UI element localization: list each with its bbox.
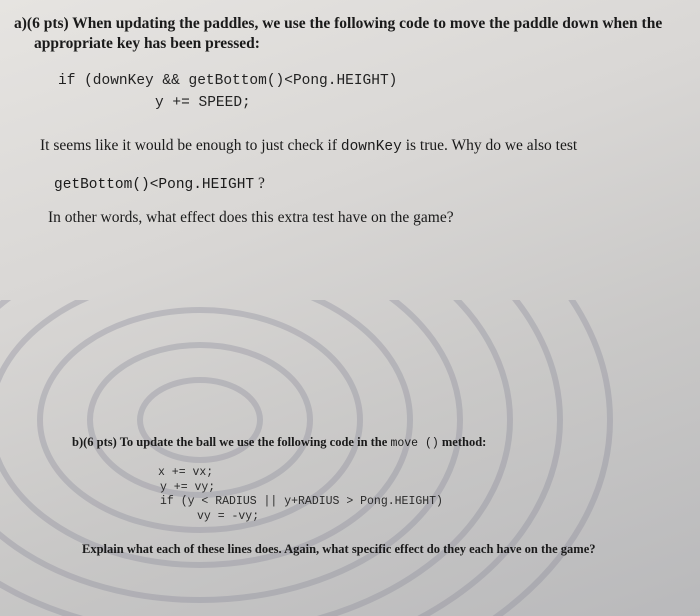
part-b-code-line2: y += vy; [160,481,216,494]
part-b-header-code: move () [390,437,439,450]
part-a-question-line2 [54,174,265,195]
part-b-header-pre: b)(6 pts) To update the ball we use the following code in the [72,435,388,449]
part-b-code-line1: x += vx; [158,466,214,479]
part-b-code-line3: if (y < RADIUS || y+RADIUS > Pong.HEIGHT) [160,495,443,508]
part-a-header: a)(6 pts) When updating the paddles, we use the following code to move the paddle down when the [14,15,663,32]
q1-rest: is true. Why do we also test [405,137,578,154]
part-a-code-line1: if (downKey && getBottom()<Pong.HEIGHT) [58,73,398,89]
part-b-question: Explain what each of these lines does. Again, what specific effect do they each have on the game? [82,542,596,556]
part-b-code-line4: vy = -vy; [197,510,260,523]
moire-pattern-background [0,300,700,616]
q1-text: It seems like it would be enough to just check if [40,137,338,154]
part-a-header-line2: appropriate key has been pressed: [34,35,260,52]
part-a-question-line1 [40,136,577,157]
q2-mark: ? [258,175,265,192]
part-b-header-post: method: [441,435,487,449]
part-a-code-line2: y += SPEED; [155,95,251,111]
part-a-question-line3: In other words, what effect does this extra test have on the game? [48,209,454,226]
part-b-header [72,433,486,453]
q2-code: getBottom()<Pong.HEIGHT [54,177,255,193]
q1-code: downKey [340,139,402,155]
